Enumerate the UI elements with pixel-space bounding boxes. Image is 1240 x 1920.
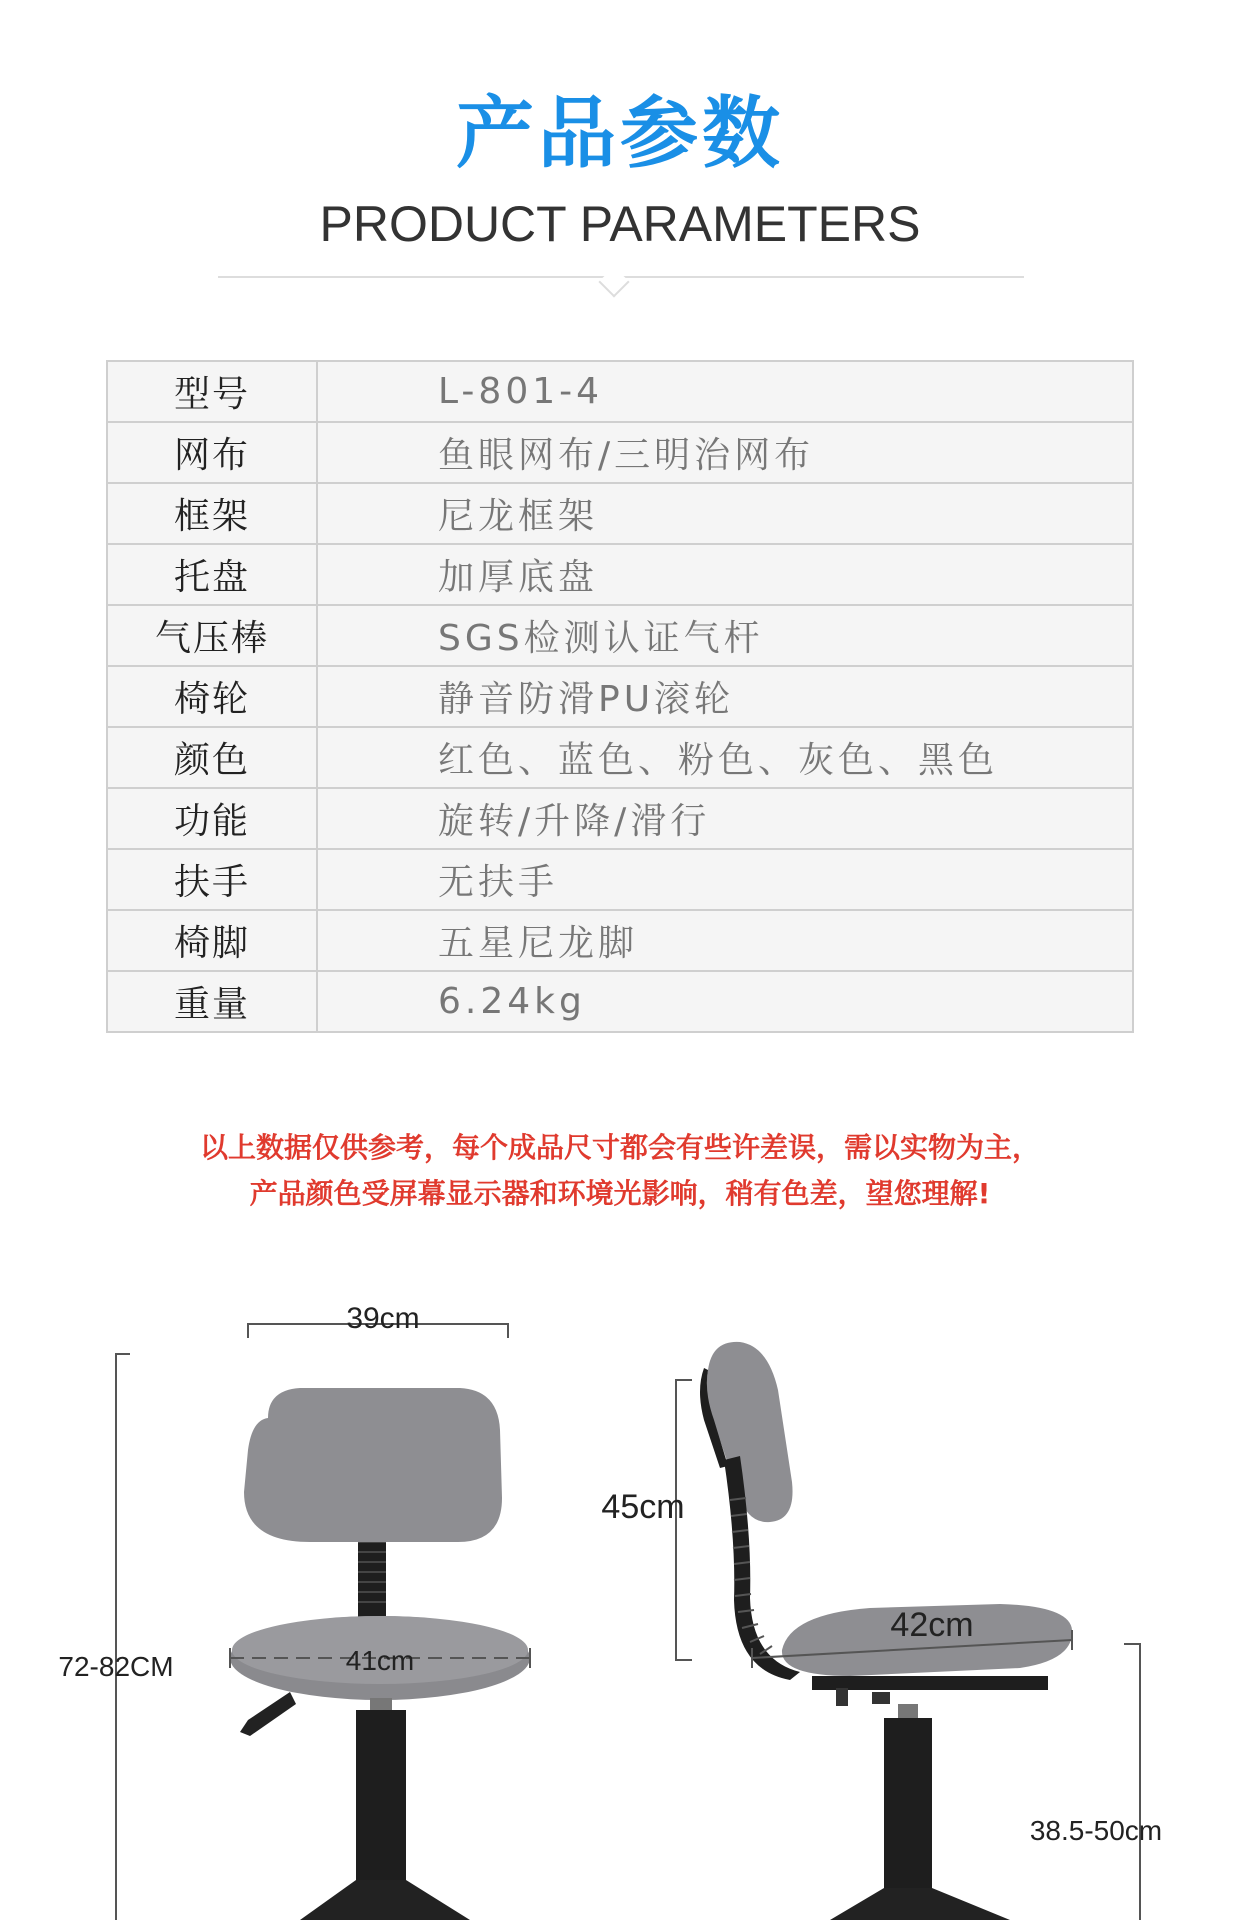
disclaimer-line-1: 以上数据仅供参考，每个成品尺寸都会有些许差误，需以实物为主，	[199, 1131, 1040, 1164]
param-label: 网布	[107, 422, 317, 483]
param-value: 五星尼龙脚	[317, 910, 1133, 971]
params-row	[107, 483, 1133, 544]
param-value: 红色、蓝色、粉色、灰色、黑色	[317, 727, 1133, 788]
params-table	[106, 360, 1134, 1033]
param-label: 椅轮	[107, 666, 317, 727]
params-row	[107, 361, 1133, 422]
params-row	[107, 849, 1133, 910]
seat-height-label: 38.5-50cm	[1029, 1815, 1163, 1846]
param-value: L-801-4	[317, 361, 1133, 422]
params-row	[107, 544, 1133, 605]
front-backrest-stem	[358, 1530, 386, 1630]
param-value: SGS检测认证气杆	[317, 605, 1133, 666]
seat-height-bracket	[1124, 1644, 1140, 1920]
side-seat-bolt	[836, 1688, 848, 1706]
front-base	[300, 1880, 470, 1920]
dimension-diagram	[0, 1280, 1240, 1920]
title-divider-notch	[598, 266, 629, 297]
param-value: 尼龙框架	[317, 483, 1133, 544]
params-row	[107, 422, 1133, 483]
params-row	[107, 971, 1133, 1032]
params-row	[107, 727, 1133, 788]
params-row	[107, 788, 1133, 849]
param-label: 框架	[107, 483, 317, 544]
param-value: 无扶手	[317, 849, 1133, 910]
front-cylinder-top	[370, 1698, 392, 1712]
param-value: 静音防滑PU滚轮	[317, 666, 1133, 727]
disclaimer-line-2: 产品颜色受屏幕显示器和环境光影响，稍有色差，望您理解!	[249, 1177, 991, 1210]
side-backrest	[707, 1342, 793, 1522]
param-label: 扶手	[107, 849, 317, 910]
param-label: 型号	[107, 361, 317, 422]
back-width-label: 39cm	[346, 1302, 420, 1335]
back-height-label: 45cm	[601, 1488, 685, 1526]
side-seat-knob	[872, 1692, 890, 1704]
front-backrest	[244, 1388, 502, 1542]
param-value: 加厚底盘	[317, 544, 1133, 605]
total-height-bracket	[116, 1354, 130, 1920]
chair-side-view	[700, 1342, 1072, 1920]
param-label: 托盘	[107, 544, 317, 605]
param-value: 6.24kg	[317, 971, 1133, 1032]
param-label: 颜色	[107, 727, 317, 788]
params-row	[107, 605, 1133, 666]
seat-depth-label: 42cm	[890, 1606, 974, 1644]
param-value: 鱼眼网布/三明治网布	[317, 422, 1133, 483]
total-height-label: 72-82CM	[58, 1651, 174, 1682]
params-row	[107, 910, 1133, 971]
front-stem-ridges	[358, 1542, 386, 1602]
title-chinese: 产品参数	[455, 89, 784, 179]
seat-width-label: 41cm	[345, 1645, 415, 1676]
param-label: 气压棒	[107, 605, 317, 666]
params-row	[107, 666, 1133, 727]
param-label: 功能	[107, 788, 317, 849]
side-seat-plate	[812, 1676, 1048, 1690]
side-base	[830, 1888, 1010, 1920]
front-lift-lever	[240, 1692, 296, 1736]
param-label: 重量	[107, 971, 317, 1032]
param-label: 椅脚	[107, 910, 317, 971]
param-value: 旋转/升降/滑行	[317, 788, 1133, 849]
title-english: PRODUCT PARAMETERS	[319, 196, 921, 252]
side-cylinder-top	[898, 1704, 918, 1720]
